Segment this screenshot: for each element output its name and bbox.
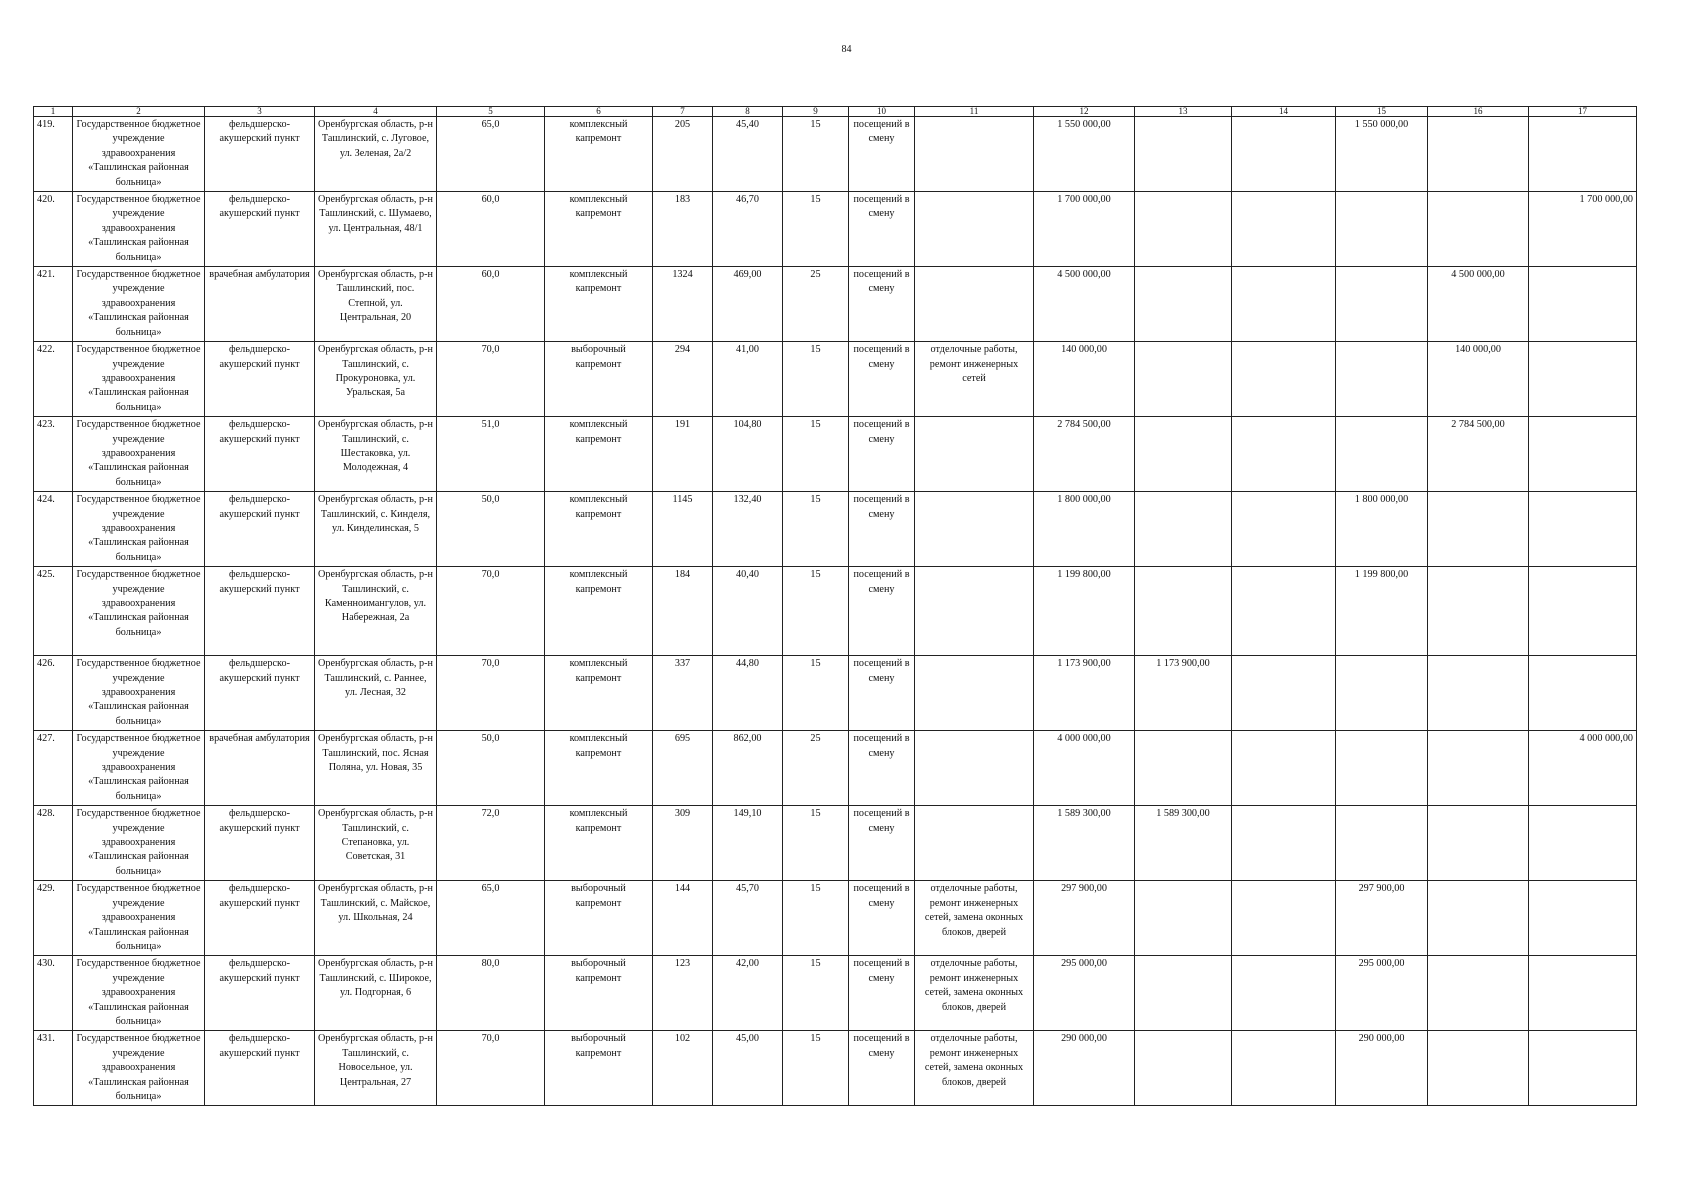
value-col-5: 72,0	[437, 806, 545, 881]
amount-col-13	[1135, 1031, 1232, 1106]
value-col-7: 695	[653, 731, 713, 806]
amount-col-14	[1232, 656, 1336, 731]
amount-col-13	[1135, 956, 1232, 1031]
organization-name: Государственное бюджетное учреждение здравоохранения «Ташлинская районная больница»	[73, 417, 205, 492]
amount-col-14	[1232, 1031, 1336, 1106]
work-description: отделочные работы, ремонт инженерных сетей	[915, 342, 1034, 417]
column-number-header-row	[34, 107, 1637, 117]
amount-col-12: 2 784 500,00	[1034, 417, 1135, 492]
amount-col-15: 297 900,00	[1336, 881, 1428, 956]
value-col-8: 41,00	[713, 342, 783, 417]
value-col-9: 15	[783, 417, 849, 492]
amount-col-12: 1 800 000,00	[1034, 492, 1135, 567]
row-number: 421.	[34, 267, 73, 342]
amount-col-16	[1428, 956, 1529, 1031]
amount-col-13: 1 173 900,00	[1135, 656, 1232, 731]
amount-col-12: 295 000,00	[1034, 956, 1135, 1031]
repair-type: выборочный капремонт	[545, 881, 653, 956]
repair-type: комплексный капремонт	[545, 656, 653, 731]
repair-type: комплексный капремонт	[545, 806, 653, 881]
capacity-unit: посещений в смену	[849, 567, 915, 656]
row-number: 427.	[34, 731, 73, 806]
value-col-5: 70,0	[437, 656, 545, 731]
value-col-9: 15	[783, 1031, 849, 1106]
amount-col-12: 4 500 000,00	[1034, 267, 1135, 342]
facility-type: фельдшерско-акушерский пункт	[205, 417, 315, 492]
amount-col-17	[1529, 267, 1637, 342]
organization-name: Государственное бюджетное учреждение здравоохранения «Ташлинская районная больница»	[73, 117, 205, 192]
work-description: отделочные работы, ремонт инженерных сетей, замена оконных блоков, дверей	[915, 1031, 1034, 1106]
value-col-9: 25	[783, 267, 849, 342]
amount-col-16: 2 784 500,00	[1428, 417, 1529, 492]
value-col-9: 15	[783, 806, 849, 881]
amount-col-16: 140 000,00	[1428, 342, 1529, 417]
facility-type: фельдшерско-акушерский пункт	[205, 342, 315, 417]
amount-col-14	[1232, 567, 1336, 656]
value-col-5: 70,0	[437, 342, 545, 417]
repair-type: комплексный капремонт	[545, 117, 653, 192]
facility-address: Оренбургская область, р-н Ташлинский, с. Степановка, ул. Советская, 31	[315, 806, 437, 881]
amount-col-14	[1232, 881, 1336, 956]
organization-name: Государственное бюджетное учреждение здравоохранения «Ташлинская районная больница»	[73, 956, 205, 1031]
amount-col-14	[1232, 492, 1336, 567]
column-header: 6	[545, 107, 653, 117]
organization-name: Государственное бюджетное учреждение здравоохранения «Ташлинская районная больница»	[73, 192, 205, 267]
column-header: 2	[73, 107, 205, 117]
value-col-8: 469,00	[713, 267, 783, 342]
facility-address: Оренбургская область, р-н Ташлинский, с. Раннее, ул. Лесная, 32	[315, 656, 437, 731]
value-col-9: 15	[783, 567, 849, 656]
amount-col-13	[1135, 492, 1232, 567]
value-col-7: 205	[653, 117, 713, 192]
amount-col-17: 1 700 000,00	[1529, 192, 1637, 267]
capacity-unit: посещений в смену	[849, 731, 915, 806]
organization-name: Государственное бюджетное учреждение здравоохранения «Ташлинская районная больница»	[73, 492, 205, 567]
table-row	[34, 956, 1637, 1031]
amount-col-16	[1428, 1031, 1529, 1106]
amount-col-16	[1428, 806, 1529, 881]
amount-col-13	[1135, 267, 1232, 342]
value-col-9: 25	[783, 731, 849, 806]
value-col-7: 191	[653, 417, 713, 492]
amount-col-15	[1336, 656, 1428, 731]
amount-col-15	[1336, 342, 1428, 417]
value-col-9: 15	[783, 956, 849, 1031]
amount-col-13	[1135, 881, 1232, 956]
amount-col-15: 1 199 800,00	[1336, 567, 1428, 656]
table-row	[34, 567, 1637, 656]
facility-address: Оренбургская область, р-н Ташлинский, пос. Степной, ул. Центральная, 20	[315, 267, 437, 342]
amount-col-16	[1428, 656, 1529, 731]
amount-col-15: 295 000,00	[1336, 956, 1428, 1031]
amount-col-16	[1428, 881, 1529, 956]
value-col-5: 70,0	[437, 567, 545, 656]
work-description	[915, 567, 1034, 656]
row-number: 425.	[34, 567, 73, 656]
work-description	[915, 492, 1034, 567]
amount-col-17	[1529, 117, 1637, 192]
repair-type: комплексный капремонт	[545, 267, 653, 342]
row-number: 430.	[34, 956, 73, 1031]
row-number: 428.	[34, 806, 73, 881]
repair-type: комплексный капремонт	[545, 192, 653, 267]
amount-col-17	[1529, 567, 1637, 656]
value-col-5: 51,0	[437, 417, 545, 492]
facility-type: врачебная амбулатория	[205, 731, 315, 806]
amount-col-12: 1 700 000,00	[1034, 192, 1135, 267]
value-col-9: 15	[783, 117, 849, 192]
work-description	[915, 417, 1034, 492]
facility-type: фельдшерско-акушерский пункт	[205, 806, 315, 881]
column-header: 8	[713, 107, 783, 117]
value-col-7: 123	[653, 956, 713, 1031]
column-header: 3	[205, 107, 315, 117]
row-number: 429.	[34, 881, 73, 956]
page-number: 84	[841, 44, 852, 55]
amount-col-12: 297 900,00	[1034, 881, 1135, 956]
facility-type: фельдшерско-акушерский пункт	[205, 1031, 315, 1106]
amount-col-13	[1135, 192, 1232, 267]
table-row	[34, 731, 1637, 806]
amount-col-16: 4 500 000,00	[1428, 267, 1529, 342]
amount-col-15	[1336, 267, 1428, 342]
capacity-unit: посещений в смену	[849, 417, 915, 492]
value-col-9: 15	[783, 192, 849, 267]
value-col-5: 80,0	[437, 956, 545, 1031]
facility-address: Оренбургская область, р-н Ташлинский, с. Майское, ул. Школьная, 24	[315, 881, 437, 956]
value-col-7: 337	[653, 656, 713, 731]
work-description	[915, 192, 1034, 267]
value-col-5: 50,0	[437, 731, 545, 806]
value-col-7: 184	[653, 567, 713, 656]
column-header: 13	[1135, 107, 1232, 117]
column-header: 15	[1336, 107, 1428, 117]
amount-col-16	[1428, 117, 1529, 192]
value-col-8: 132,40	[713, 492, 783, 567]
amount-col-12: 290 000,00	[1034, 1031, 1135, 1106]
facility-address: Оренбургская область, р-н Ташлинский, с. Прокуроновка, ул. Уральская, 5а	[315, 342, 437, 417]
facility-address: Оренбургская область, р-н Ташлинский, пос. Ясная Поляна, ул. Новая, 35	[315, 731, 437, 806]
value-col-8: 104,80	[713, 417, 783, 492]
value-col-7: 1324	[653, 267, 713, 342]
amount-col-15	[1336, 192, 1428, 267]
work-description: отделочные работы, ремонт инженерных сетей, замена оконных блоков, дверей	[915, 956, 1034, 1031]
facility-type: фельдшерско-акушерский пункт	[205, 117, 315, 192]
amount-col-14	[1232, 342, 1336, 417]
value-col-8: 862,00	[713, 731, 783, 806]
repair-type: выборочный капремонт	[545, 1031, 653, 1106]
value-col-8: 46,70	[713, 192, 783, 267]
amount-col-17	[1529, 492, 1637, 567]
value-col-8: 45,70	[713, 881, 783, 956]
amount-col-15	[1336, 731, 1428, 806]
value-col-5: 70,0	[437, 1031, 545, 1106]
value-col-7: 183	[653, 192, 713, 267]
work-description	[915, 731, 1034, 806]
amount-col-12: 4 000 000,00	[1034, 731, 1135, 806]
value-col-7: 144	[653, 881, 713, 956]
table-row	[34, 117, 1637, 192]
organization-name: Государственное бюджетное учреждение здравоохранения «Ташлинская районная больница»	[73, 731, 205, 806]
value-col-8: 45,00	[713, 1031, 783, 1106]
amount-col-14	[1232, 731, 1336, 806]
value-col-7: 1145	[653, 492, 713, 567]
facilities-table	[33, 106, 1637, 1106]
facility-type: фельдшерско-акушерский пункт	[205, 956, 315, 1031]
organization-name: Государственное бюджетное учреждение здравоохранения «Ташлинская районная больница»	[73, 1031, 205, 1106]
repair-type: выборочный капремонт	[545, 342, 653, 417]
amount-col-15	[1336, 417, 1428, 492]
table-row	[34, 656, 1637, 731]
table-row	[34, 342, 1637, 417]
table-row	[34, 1031, 1637, 1106]
amount-col-13	[1135, 342, 1232, 417]
facility-address: Оренбургская область, р-н Ташлинский, с. Луговое, ул. Зеленая, 2а/2	[315, 117, 437, 192]
capacity-unit: посещений в смену	[849, 956, 915, 1031]
row-number: 422.	[34, 342, 73, 417]
table-row	[34, 267, 1637, 342]
facility-type: врачебная амбулатория	[205, 267, 315, 342]
amount-col-14	[1232, 267, 1336, 342]
value-col-5: 65,0	[437, 881, 545, 956]
amount-col-17	[1529, 417, 1637, 492]
facility-type: фельдшерско-акушерский пункт	[205, 492, 315, 567]
amount-col-14	[1232, 956, 1336, 1031]
capacity-unit: посещений в смену	[849, 881, 915, 956]
capacity-unit: посещений в смену	[849, 342, 915, 417]
row-number: 419.	[34, 117, 73, 192]
table-row	[34, 492, 1637, 567]
organization-name: Государственное бюджетное учреждение здравоохранения «Ташлинская районная больница»	[73, 267, 205, 342]
row-number: 426.	[34, 656, 73, 731]
amount-col-16	[1428, 192, 1529, 267]
repair-type: выборочный капремонт	[545, 956, 653, 1031]
column-header: 9	[783, 107, 849, 117]
column-header: 12	[1034, 107, 1135, 117]
amount-col-13	[1135, 731, 1232, 806]
table-row	[34, 881, 1637, 956]
capacity-unit: посещений в смену	[849, 1031, 915, 1106]
amount-col-16	[1428, 567, 1529, 656]
amount-col-13	[1135, 417, 1232, 492]
organization-name: Государственное бюджетное учреждение здравоохранения «Ташлинская районная больница»	[73, 881, 205, 956]
organization-name: Государственное бюджетное учреждение здравоохранения «Ташлинская районная больница»	[73, 656, 205, 731]
amount-col-16	[1428, 492, 1529, 567]
capacity-unit: посещений в смену	[849, 492, 915, 567]
facility-address: Оренбургская область, р-н Ташлинский, с. Каменноимангулов, ул. Набережная, 2а	[315, 567, 437, 656]
work-description	[915, 117, 1034, 192]
row-number: 420.	[34, 192, 73, 267]
amount-col-12: 1 550 000,00	[1034, 117, 1135, 192]
column-header: 14	[1232, 107, 1336, 117]
capacity-unit: посещений в смену	[849, 656, 915, 731]
work-description: отделочные работы, ремонт инженерных сетей, замена оконных блоков, дверей	[915, 881, 1034, 956]
column-header: 5	[437, 107, 545, 117]
repair-type: комплексный капремонт	[545, 417, 653, 492]
column-header: 10	[849, 107, 915, 117]
value-col-8: 45,40	[713, 117, 783, 192]
work-description	[915, 656, 1034, 731]
amount-col-14	[1232, 806, 1336, 881]
amount-col-17	[1529, 881, 1637, 956]
amount-col-17	[1529, 806, 1637, 881]
value-col-8: 40,40	[713, 567, 783, 656]
capacity-unit: посещений в смену	[849, 806, 915, 881]
value-col-8: 42,00	[713, 956, 783, 1031]
amount-col-15: 1 550 000,00	[1336, 117, 1428, 192]
column-header: 16	[1428, 107, 1529, 117]
column-header: 11	[915, 107, 1034, 117]
column-header: 1	[34, 107, 73, 117]
value-col-7: 102	[653, 1031, 713, 1106]
amount-col-12: 1 173 900,00	[1034, 656, 1135, 731]
value-col-9: 15	[783, 492, 849, 567]
work-description	[915, 806, 1034, 881]
value-col-9: 15	[783, 881, 849, 956]
facility-type: фельдшерско-акушерский пункт	[205, 192, 315, 267]
facility-address: Оренбургская область, р-н Ташлинский, с. Шестаковка, ул. Молодежная, 4	[315, 417, 437, 492]
organization-name: Государственное бюджетное учреждение здравоохранения «Ташлинская районная больница»	[73, 806, 205, 881]
value-col-5: 65,0	[437, 117, 545, 192]
row-number: 431.	[34, 1031, 73, 1106]
amount-col-12: 140 000,00	[1034, 342, 1135, 417]
row-number: 423.	[34, 417, 73, 492]
repair-type: комплексный капремонт	[545, 567, 653, 656]
value-col-8: 149,10	[713, 806, 783, 881]
value-col-8: 44,80	[713, 656, 783, 731]
value-col-5: 50,0	[437, 492, 545, 567]
facility-address: Оренбургская область, р-н Ташлинский, с. Новосельное, ул. Центральная, 27	[315, 1031, 437, 1106]
column-header: 4	[315, 107, 437, 117]
amount-col-12: 1 199 800,00	[1034, 567, 1135, 656]
amount-col-17: 4 000 000,00	[1529, 731, 1637, 806]
amount-col-14	[1232, 417, 1336, 492]
repair-type: комплексный капремонт	[545, 492, 653, 567]
value-col-7: 309	[653, 806, 713, 881]
table-row	[34, 192, 1637, 267]
value-col-7: 294	[653, 342, 713, 417]
table-row	[34, 806, 1637, 881]
column-header: 17	[1529, 107, 1637, 117]
facility-type: фельдшерско-акушерский пункт	[205, 567, 315, 656]
amount-col-13	[1135, 117, 1232, 192]
amount-col-16	[1428, 731, 1529, 806]
facility-type: фельдшерско-акушерский пункт	[205, 881, 315, 956]
row-number: 424.	[34, 492, 73, 567]
work-description	[915, 267, 1034, 342]
capacity-unit: посещений в смену	[849, 117, 915, 192]
facility-address: Оренбургская область, р-н Ташлинский, с. Широкое, ул. Подгорная, 6	[315, 956, 437, 1031]
amount-col-17	[1529, 956, 1637, 1031]
facility-address: Оренбургская область, р-н Ташлинский, с. Кинделя, ул. Кинделинская, 5	[315, 492, 437, 567]
amount-col-15	[1336, 806, 1428, 881]
facility-type: фельдшерско-акушерский пункт	[205, 656, 315, 731]
amount-col-13	[1135, 567, 1232, 656]
value-col-5: 60,0	[437, 267, 545, 342]
amount-col-15: 290 000,00	[1336, 1031, 1428, 1106]
organization-name: Государственное бюджетное учреждение здравоохранения «Ташлинская районная больница»	[73, 567, 205, 656]
capacity-unit: посещений в смену	[849, 192, 915, 267]
column-header: 7	[653, 107, 713, 117]
facility-address: Оренбургская область, р-н Ташлинский, с. Шумаево, ул. Центральная, 48/1	[315, 192, 437, 267]
amount-col-17	[1529, 656, 1637, 731]
amount-col-14	[1232, 192, 1336, 267]
amount-col-17	[1529, 1031, 1637, 1106]
amount-col-15: 1 800 000,00	[1336, 492, 1428, 567]
repair-type: комплексный капремонт	[545, 731, 653, 806]
amount-col-17	[1529, 342, 1637, 417]
value-col-5: 60,0	[437, 192, 545, 267]
amount-col-12: 1 589 300,00	[1034, 806, 1135, 881]
value-col-9: 15	[783, 656, 849, 731]
organization-name: Государственное бюджетное учреждение здравоохранения «Ташлинская районная больница»	[73, 342, 205, 417]
amount-col-14	[1232, 117, 1336, 192]
value-col-9: 15	[783, 342, 849, 417]
capacity-unit: посещений в смену	[849, 267, 915, 342]
amount-col-13: 1 589 300,00	[1135, 806, 1232, 881]
table-row	[34, 417, 1637, 492]
